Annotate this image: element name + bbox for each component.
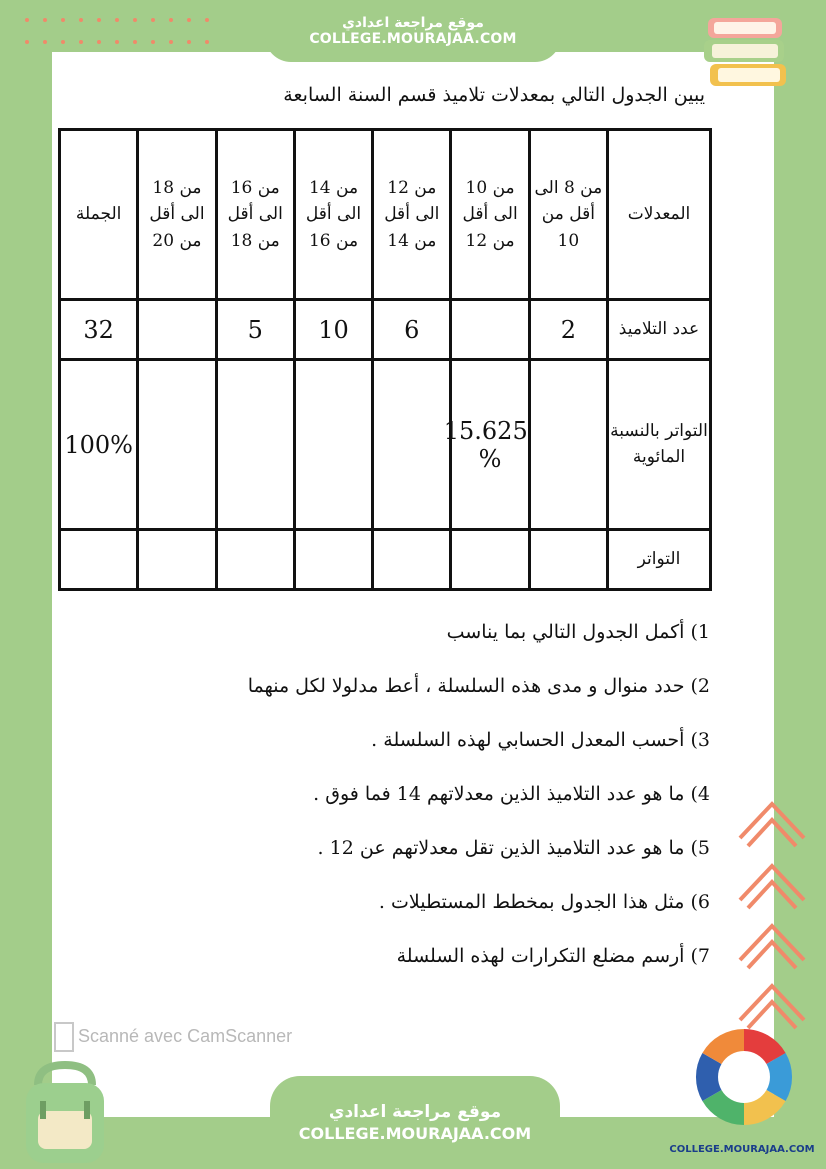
table-cell: 2 [529, 300, 607, 360]
questions-list [247, 605, 710, 983]
table-cell [529, 530, 607, 590]
range-col-6: من 18 الى أقل من 20 [138, 130, 216, 300]
row-header-students: عدد التلاميذ [608, 300, 711, 360]
table-cell [294, 530, 372, 590]
footer-tab[interactable] [270, 1076, 560, 1169]
table-cell: 15.625 % [451, 360, 529, 530]
question-3: 3) أحسب المعدل الحسابي لهذه السلسلة . [371, 729, 710, 751]
table-cell: 100% [60, 360, 138, 530]
backpack-icon [10, 1055, 120, 1165]
table-cell: 32 [60, 300, 138, 360]
range-col-1: من 8 الى أقل من 10 [529, 130, 607, 300]
chevron-up-icon [732, 790, 812, 1060]
header-site-en[interactable]: COLLEGE.MOURAJAA.COM [309, 31, 517, 47]
question-2: 2) حدد منوال و مدى هذه السلسلة ، أعط مدلولا لكل منهما [247, 675, 710, 697]
table-cell: 10 [294, 300, 372, 360]
decor-dots-top [25, 18, 209, 22]
decor-dots [25, 40, 209, 44]
site-logo-icon [694, 1022, 794, 1132]
table-cell [294, 360, 372, 530]
table-cell [373, 360, 451, 530]
header-tab[interactable] [265, 0, 561, 62]
camscanner-icon [54, 1022, 74, 1052]
question-7: 7) أرسم مضلع التكرارات لهذه السلسلة [396, 945, 710, 967]
books-icon [700, 14, 792, 94]
row-header-freq: التواتر [608, 530, 711, 590]
footer-site-en[interactable]: COLLEGE.MOURAJAA.COM [298, 1124, 532, 1143]
table-cell [451, 530, 529, 590]
document-title: يبين الجدول التالي بمعدلات تلاميذ قسم السنة السابعة [283, 84, 705, 106]
range-col-2: من 10 الى أقل من 12 [451, 130, 529, 300]
table-cell [138, 360, 216, 530]
table-cell [138, 300, 216, 360]
table-cell [216, 530, 294, 590]
range-col-5: من 16 الى أقل من 18 [216, 130, 294, 300]
table-cell [529, 360, 607, 530]
range-col-4: من 14 الى أقل من 16 [294, 130, 372, 300]
logo-text: COLLEGE.MOURAJAA.COM [669, 1144, 815, 1155]
footer-site-ar: موقع مراجعة اعدادي [328, 1102, 502, 1122]
question-4: 4) ما هو عدد التلاميذ الذين معدلاتهم 14 فما فوق . [313, 783, 710, 805]
scanner-mark-text: Scanné avec CamScanner [78, 1025, 293, 1046]
table-row-ranges [60, 130, 711, 300]
table-cell [138, 530, 216, 590]
frame-left [0, 0, 52, 1169]
table-cell [451, 300, 529, 360]
table-row-freq [60, 530, 711, 590]
header-site-ar: موقع مراجعة اعدادي [342, 15, 484, 31]
grades-table [58, 128, 712, 591]
question-5: 5) ما هو عدد التلاميذ الذين تقل معدلاتهم عن 12 . [317, 837, 710, 859]
row-header-grades: المعدلات [608, 130, 711, 300]
range-col-3: من 12 الى أقل من 14 [373, 130, 451, 300]
table-cell [216, 360, 294, 530]
row-header-percent: التواتر بالنسبة المائوية [608, 360, 711, 530]
table-cell: 6 [373, 300, 451, 360]
table-row-percent [60, 360, 711, 530]
scanner-watermark [54, 1022, 292, 1052]
table-row-students [60, 300, 711, 360]
table-cell [373, 530, 451, 590]
question-1: 1) أكمل الجدول التالي بما يناسب [446, 621, 710, 643]
table-cell [60, 530, 138, 590]
question-6: 6) مثل هذا الجدول بمخطط المستطيلات . [378, 891, 710, 913]
table-cell: 5 [216, 300, 294, 360]
total-col: الجملة [60, 130, 138, 300]
